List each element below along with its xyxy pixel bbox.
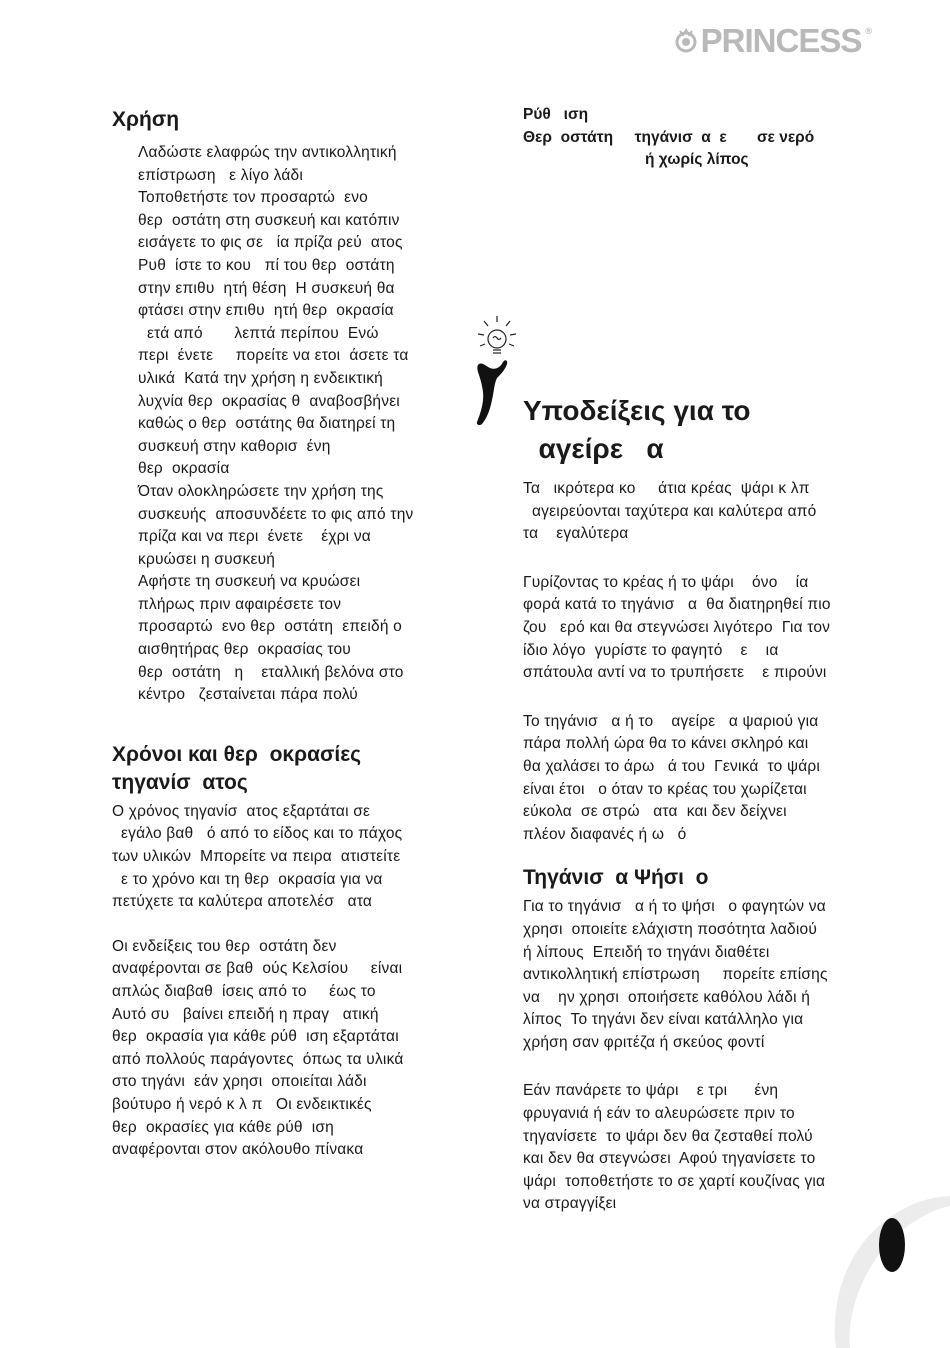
times-heading-line: τηγανίσ ατος bbox=[112, 770, 248, 794]
text-line: Το τηγάνισ α ή το αγείρε α ψαριού για bbox=[523, 712, 819, 730]
text-line: συσκευής αποσυνδέετε το φις από την bbox=[138, 505, 414, 523]
text-line: στο τηγάνι εάν χρησι οποιείται λάδι bbox=[112, 1073, 367, 1091]
text-line: φρυγανιά ή εάν το αλευρώσετε πριν το bbox=[523, 1105, 795, 1123]
text-line: ίδιο λόγο γυρίστε το φαγητό ε ια bbox=[523, 641, 779, 659]
text-line: αισθητήρας θερ οκρασίας του bbox=[138, 641, 351, 659]
text-line: περι ένετε πορείτε να ετοι άσετε τα bbox=[138, 347, 409, 365]
right-column-tips bbox=[523, 478, 883, 1216]
left-column bbox=[112, 106, 472, 1162]
text-line: απλώς διαβαθ ίσεις από το έως το bbox=[112, 983, 376, 1000]
frying-heading: Τηγάνισ α Ψήσι ο bbox=[523, 866, 709, 890]
text-line: χρήση σαν φριτέζα ή σκεύος φοντί bbox=[523, 1033, 765, 1051]
text-line: Οι ενδείξεις του θερ οστάτη δεν bbox=[112, 937, 337, 955]
setting-row: Θερ οστάτη τηγάνισ α ε σε νερό bbox=[523, 128, 815, 146]
tips-paragraph-2 bbox=[523, 572, 883, 685]
text-line: εγάλο βαθ ό από το είδος και το πάχος bbox=[112, 825, 403, 843]
text-line: εισάγετε το φις σε ία πρίζα ρεύ ατος bbox=[138, 234, 403, 252]
text-line: ψάρι τοποθετήστε το σε χαρτί κουζίνας για bbox=[523, 1172, 826, 1190]
setting-header: Ρύθ ιση bbox=[523, 106, 589, 123]
setting-row-cont: ή χωρίς λίπος bbox=[645, 151, 749, 169]
thermostat-setting-table bbox=[523, 104, 883, 172]
text-line: τα εγαλύτερα bbox=[523, 525, 629, 543]
text-line: επίστρωση ε λίγο λάδι bbox=[138, 166, 303, 184]
right-column bbox=[523, 104, 883, 172]
text-line: από πολλούς παράγοντες όπως τα υλικά bbox=[112, 1050, 404, 1068]
text-line: θερ οστάτη η εταλλική βελόνα στο bbox=[138, 663, 404, 681]
text-line: Τα ικρότερα κο άτια κρέας ψάρι κ λπ bbox=[523, 480, 810, 497]
tips-title-line: Υποδείξεις για το bbox=[523, 395, 751, 426]
text-line: θερ οκρασία για κάθε ρύθ ιση εξαρτάται bbox=[112, 1028, 399, 1046]
text-line: θερ οστάτη στη συσκευή και κατόπιν bbox=[138, 211, 400, 229]
text-line: αγειρεύονται ταχύτερα και καλύτερα από bbox=[523, 502, 817, 520]
text-line: θερ οκρασίες για κάθε ρύθ ιση bbox=[112, 1118, 334, 1136]
usage-heading: Χρήση bbox=[112, 108, 180, 131]
text-line: να στραγγίξει bbox=[523, 1195, 617, 1213]
text-line: Λαδώστε ελαφρώς την αντικολλητική bbox=[138, 144, 397, 161]
text-line: Εάν πανάρετε το ψάρι ε τρι ένη bbox=[523, 1082, 779, 1100]
text-line: εύκολα σε στρώ ατα και δεν δείχνει bbox=[523, 803, 787, 821]
usage-text bbox=[112, 142, 472, 707]
text-line: Τοποθετήστε τον προσαρτώ ενο bbox=[138, 189, 368, 207]
text-line: είναι έτοι ο όταν το κρέας του χωρίζεται bbox=[523, 780, 807, 798]
text-line: αναφέρονται στον ακόλουθο πίνακα bbox=[112, 1141, 364, 1159]
text-line: αναφέρονται σε βαθ ούς Κελσίου είναι bbox=[112, 960, 403, 978]
text-line: πρίζα και να περι ένετε έχρι να bbox=[138, 528, 371, 546]
text-line: πλέον διαφανές ή ω ό bbox=[523, 825, 687, 843]
times-paragraph-1 bbox=[112, 801, 472, 914]
text-line: κρυώσει η συσκευή bbox=[138, 550, 276, 568]
page-corner-mark-icon bbox=[810, 1188, 950, 1348]
text-line: καθώς ο θερ οστάτης θα διατηρεί τη bbox=[138, 415, 396, 433]
brand-logo bbox=[675, 22, 872, 60]
text-line: ε το χρόνο και τη θερ οκρασία για να bbox=[112, 870, 383, 888]
tips-paragraph-3 bbox=[523, 711, 883, 847]
text-line: ή λίπους Επειδή το τηγάνι διαθέτει bbox=[523, 943, 770, 961]
text-line: Όταν ολοκληρώσετε την χρήση της bbox=[138, 482, 384, 500]
lightbulb-person-icon bbox=[470, 312, 530, 430]
text-line: να ην χρησι οποιήσετε καθόλου λάδι ή bbox=[523, 988, 811, 1006]
tips-title bbox=[523, 392, 751, 468]
text-line: θερ οκρασία bbox=[138, 460, 230, 478]
text-line: πετύχετε τα καλύτερα αποτελέσ ατα bbox=[112, 893, 373, 911]
text-line: πλήρως πριν αφαιρέσετε τον bbox=[138, 595, 342, 613]
times-heading-line: Χρόνοι και θερ οκρασίες bbox=[112, 742, 362, 766]
text-line: Αυτό συ βαίνει επειδή η πραγ ατική bbox=[112, 1005, 379, 1023]
princess-crown-icon bbox=[675, 27, 697, 55]
text-line: συσκευή στην καθορισ ένη bbox=[138, 437, 331, 455]
times-heading bbox=[112, 741, 472, 797]
text-line: βούτυρο ή νερό κ λ π Οι ενδεικτικές bbox=[112, 1095, 372, 1113]
text-line: στην επιθυ ητή θέση Η συσκευή θα bbox=[138, 279, 395, 297]
text-line: φτάσει στην επιθυ ητή θερ οκρασία bbox=[138, 302, 394, 320]
text-line: λυχνία θερ οκρασίας θ αναβοσβήνει bbox=[138, 392, 400, 410]
registered-mark: ® bbox=[865, 26, 872, 36]
text-line: χρησι οποιείτε ελάχιστη ποσότητα λαδιού bbox=[523, 920, 818, 938]
text-line: Ρυθ ίστε το κου πί του θερ οστάτη bbox=[138, 256, 395, 274]
text-line: φορά κατά το τηγάνισ α θα διατηρηθεί πιο bbox=[523, 596, 831, 614]
text-line: κέντρο ζεσταίνεται πάρα πολύ bbox=[138, 686, 358, 704]
text-line: και δεν θα στεγνώσει Αφού τηγανίσετε το bbox=[523, 1150, 816, 1168]
text-line: Γυρίζοντας το κρέας ή το ψάρι όνο ία bbox=[523, 573, 809, 591]
text-line: Ο χρόνος τηγανίσ ατος εξαρτάται σε bbox=[112, 802, 371, 820]
text-line: Αφήστε τη συσκευή να κρυώσει bbox=[138, 573, 361, 591]
frying-paragraph-1 bbox=[523, 896, 883, 1054]
text-line: Για το τηγάνισ α ή το ψήσι ο φαγητών να bbox=[523, 898, 826, 916]
text-line: πάρα πολλή ώρα θα το κάνει σκληρό και bbox=[523, 735, 809, 753]
text-line: λίπος Το τηγάνι δεν είναι κατάλληλο για bbox=[523, 1011, 804, 1029]
text-line: προσαρτώ ενο θερ οστάτη επειδή ο bbox=[138, 618, 402, 636]
text-line: των υλικών Μπορείτε να πειρα ατιστείτε bbox=[112, 848, 401, 866]
tips-title-line: αγείρε α bbox=[523, 433, 664, 464]
text-line: σπάτουλα αντί να το τρυπήσετε ε πιρούνι bbox=[523, 664, 827, 682]
text-line: υλικά Κατά την χρήση η ενδεικτική bbox=[138, 369, 384, 387]
tips-paragraph-1 bbox=[523, 478, 883, 546]
times-paragraph-2 bbox=[112, 936, 472, 1162]
text-line: θα χαλάσει το άρω ά του Γενικά το ψάρι bbox=[523, 757, 821, 775]
brand-logo-text: PRINCESS bbox=[700, 22, 862, 59]
text-line: ετά από λεπτά περίπου Ενώ bbox=[138, 324, 379, 342]
text-line: τηγανίσετε το ψάρι δεν θα ζεσταθεί πολύ bbox=[523, 1127, 813, 1145]
text-line: αντικολλητική επίστρωση πορείτε επίσης bbox=[523, 966, 828, 984]
text-line: ζου ερό και θα στεγνώσει λιγότερο Για τον bbox=[523, 618, 831, 636]
